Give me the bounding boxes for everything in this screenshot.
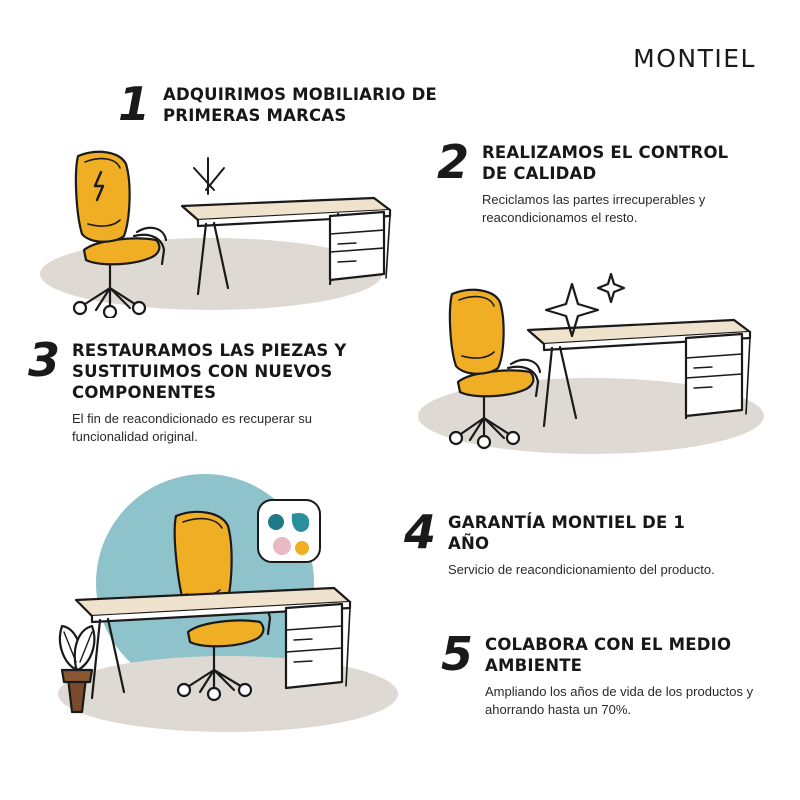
- step-2: [437, 135, 757, 227]
- step-5-number: 5: [441, 627, 473, 681]
- scene-1-illustration: [38, 128, 408, 318]
- step-1-number: 1: [118, 77, 150, 131]
- step-3-number: 3: [28, 333, 60, 387]
- step-1: [118, 77, 448, 133]
- step-4-title: GARANTÍA MONTIEL DE 1 AÑO: [448, 513, 686, 553]
- step-4-number: 4: [404, 505, 436, 559]
- step-4: [404, 505, 724, 579]
- step-5-title: COLABORA CON EL MEDIO AMBIENTE: [485, 635, 732, 675]
- scene-2-illustration: [418, 268, 768, 458]
- step-2-description: Reciclamos las partes irrecuperables y reacondicionamos el resto.: [482, 192, 706, 225]
- step-3-title: RESTAURAMOS LAS PIEZAS Y SUSTITUIMOS CON NUEVOS COMPONENTES: [72, 341, 347, 402]
- step-5: [441, 627, 761, 719]
- step-4-description: Servicio de reacondicionamiento del producto.: [448, 562, 715, 577]
- step-2-title: REALIZAMOS EL CONTROL DE CALIDAD: [482, 143, 729, 183]
- step-3-description: El fin de reacondicionado es recuperar su funcionalidad original.: [72, 411, 312, 444]
- scene-3-illustration: [54, 492, 414, 722]
- step-1-title: ADQUIRIMOS MOBILIARIO DE PRIMERAS MARCAS: [163, 85, 437, 125]
- step-3: [28, 333, 358, 446]
- step-2-number: 2: [437, 135, 469, 189]
- brand-logo: MONTIEL: [633, 44, 756, 73]
- step-5-description: Ampliando los años de vida de los productos y ahorrando hasta un 70%.: [485, 684, 754, 717]
